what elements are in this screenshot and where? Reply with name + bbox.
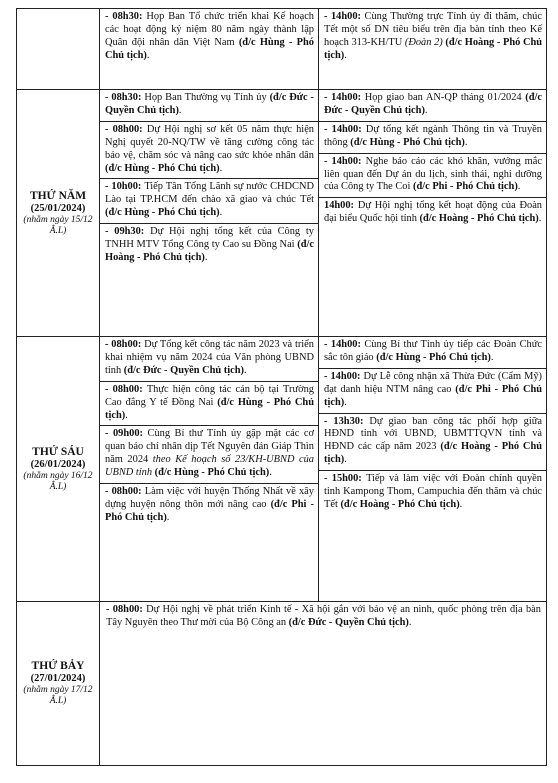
entry-emphasis: - 09h00: (105, 428, 148, 440)
schedule-entry (100, 90, 318, 122)
entry-emphasis: (đ/c Đức - Quyền Chủ tịch) (105, 92, 314, 116)
entry-italic: theo Kế hoạch số 23/KH-UBND của UBND tỉnh (105, 454, 314, 479)
entry-emphasis: (đ/c Hùng - Phó Chủ tịch) (350, 136, 465, 148)
entry-emphasis: (đ/c Hoàng - Phó Chủ tịch) (324, 441, 542, 466)
entry-text: . (538, 213, 542, 225)
schedule-entry (319, 9, 546, 66)
entry-text: . (125, 409, 128, 421)
schedule-entry (319, 154, 546, 199)
day-lunar-date: (nhằm ngày 15/12 Â.L) (23, 214, 93, 236)
entry-text: . (344, 49, 347, 61)
entry-emphasis: (đ/c Hùng - Phó Chủ tịch) (376, 351, 491, 363)
entry-text: Tiếp và làm việc với Đoàn chính quyền tỉnh Kampong Thom, Campuchia đến thăm và chúc Tết (324, 473, 542, 510)
entry-text: Thực hiện công tác cán bộ tại Trường Cao đẳng Y tế Đồng Nai (105, 383, 314, 408)
entry-text: . (424, 104, 428, 116)
entry-emphasis: - 13h30: (324, 415, 370, 427)
entry-text: Dự Hội nghị tổng kết của Công ty TNHH MTV Tổng Công ty Cao su Đồng Nai (105, 226, 315, 251)
entry-text: . (464, 136, 468, 148)
entry-emphasis: (đ/c Hùng - Phó Chủ tịch) (105, 207, 220, 219)
schedule-entry (319, 471, 546, 515)
entry-text: . (269, 467, 272, 479)
entry-text: . (344, 454, 347, 466)
entry-text: . (146, 49, 150, 61)
morning-cell (100, 9, 319, 90)
day-date: (26/01/2024) (30, 458, 86, 470)
morning-cell (100, 90, 319, 337)
entry-emphasis: - 14h00: (324, 11, 365, 22)
schedule-entry (319, 337, 546, 369)
entry-emphasis: - 08h00: (105, 486, 145, 498)
entry-text: Tiếp Tân Tổng Lãnh sự nước CHDCND Lào tại TP.HCM đến chào xã giao và chúc Tết (105, 181, 314, 206)
schedule-entry (100, 224, 318, 268)
entry-text: Họp giao ban AN-QP tháng 01/2024 (364, 92, 526, 103)
schedule-entry (319, 369, 546, 414)
entry-text: . (459, 498, 463, 510)
entry-text: Cùng Bí thư Tỉnh ủy tiếp các Đoàn Chức sắc tôn giáo (324, 339, 542, 363)
entry-emphasis: (đ/c Đức - Quyền Chủ tịch) (123, 364, 245, 376)
entry-emphasis: (đ/c Hùng - Phó Chủ tịch) (105, 396, 314, 421)
schedule-row-thursday (17, 90, 547, 337)
day-date: (25/01/2024) (30, 202, 86, 214)
entry-italic: (Đoàn 2) (404, 36, 443, 48)
entry-emphasis: 14h00: (324, 200, 358, 212)
entry-emphasis: - 09h30: (105, 226, 151, 238)
entry-emphasis: - 08h30: (105, 92, 145, 103)
entry-emphasis: (đ/c Hùng - Phó Chủ tịch) (105, 162, 220, 174)
schedule-entry (100, 426, 318, 484)
schedule-entry (319, 198, 546, 229)
entry-text: Dự giao ban công tác phối hợp giữa HĐND tỉnh với UBND, UBMTTQVN tỉnh và HĐND các cấp năm 2023 (324, 415, 542, 453)
entry-text: . (408, 616, 412, 628)
day-cell (17, 602, 100, 766)
entry-text: Nghe báo cáo các khó khăn, vướng mắc liên quan đến Dự án du lịch, sinh thái, nghỉ dưỡng của Công ty The Coi (324, 155, 542, 193)
afternoon-cell (319, 9, 547, 90)
full-day-cell (100, 602, 547, 766)
entry-emphasis: - 14h00: (324, 155, 366, 167)
day-name: THỨ SÁU (32, 445, 84, 458)
schedule-entry (100, 122, 318, 180)
entry-emphasis: - 08h00: (105, 339, 145, 350)
entry-emphasis: (đ/c Đức - Quyền Chủ tịch) (324, 92, 542, 116)
day-name: THỨ BẢY (31, 660, 85, 672)
day-name: THỨ NĂM (29, 189, 87, 202)
day-lunar-date: (nhằm ngày 17/12 Â.L) (23, 685, 93, 706)
entry-emphasis: (đ/c Hoàng - Phó Chủ tịch) (105, 239, 314, 263)
entry-text: Dự Hội nghị sơ kết 05 năm thực hiện Nghị quyết 20-NQ/TW về tăng cường công tác bảo vệ, chăm sóc và nâng cao sức khỏe nhân dân (105, 123, 315, 161)
entry-text: . (490, 351, 494, 363)
entry-emphasis: (đ/c Hoàng - Phó Chủ tịch) (324, 36, 542, 61)
entry-emphasis: (đ/c Hùng - Phó Chủ tịch) (152, 467, 270, 479)
entry-emphasis: (đ/c Phi - Phó Chủ tịch) (413, 181, 518, 193)
entry-text: . (244, 364, 247, 376)
entry-text: Dự Lễ công nhận xã Thừa Đức (Cẩm Mỹ) đạt danh hiệu NTM nâng cao (324, 370, 542, 395)
schedule-row-friday (17, 337, 547, 602)
schedule-entry (100, 484, 318, 528)
entry-text: Cùng Thường trực Tỉnh ủy đi thăm, chúc Tết một số DN tiêu biểu trên địa bàn tỉnh theo Kế hoạch 313-KH/TU (324, 11, 542, 48)
schedule-entry (100, 382, 318, 427)
entry-text: Họp Ban Thường vụ Tỉnh ủy (144, 92, 270, 103)
entry-text: . (344, 396, 347, 408)
entry-text: Làm việc với huyện Thống Nhất về xây dựng huyện nông thôn mới nâng cao (105, 486, 314, 510)
afternoon-cell (319, 337, 547, 602)
schedule-row-saturday (17, 602, 547, 766)
day-cell (17, 337, 100, 602)
entry-text: Dự Tổng kết công tác năm 2023 và triển khai nhiệm vụ năm 2024 của Văn phòng UBND tỉnh (105, 339, 314, 376)
entry-text: Họp Ban Tổ chức triển khai Kế hoạch các hoạt động kỷ niệm 80 năm ngày thành lập Quân đội nhân dân Việt Nam (105, 11, 314, 48)
morning-cell (100, 337, 319, 602)
entry-emphasis: - 08h00: (105, 383, 147, 395)
entry-emphasis: - 14h00: (324, 92, 365, 103)
entry-emphasis: - 08h30: (105, 11, 147, 22)
entry-text: . (204, 251, 208, 263)
entry-emphasis: - 14h00: (324, 123, 366, 135)
entry-emphasis: - 08h00: (106, 604, 147, 615)
entry-text: Cùng Bí thư Tỉnh ủy gặp mặt các cơ quan báo chí nhân dịp Tết Nguyên đán Giáp Thìn năm 2024 (105, 428, 314, 466)
entry-emphasis: (đ/c Hoàng - Phó Chủ tịch) (419, 213, 539, 225)
day-cell (17, 9, 100, 90)
entry-emphasis: (đ/c Phi - Phó Chủ tịch) (324, 383, 543, 408)
schedule-entry (100, 179, 318, 224)
day-date: (27/01/2024) (30, 673, 86, 684)
entry-text: Dự tổng kết ngành Thông tin và Truyền thông (324, 123, 542, 148)
entry-emphasis: - 14h00: (324, 339, 365, 350)
entry-text: . (219, 207, 223, 219)
entry-emphasis: - 14h00: (324, 370, 364, 382)
entry-text: Dự Hội nghị về phát triển Kinh tế - Xã hội gắn với bảo vệ an ninh, quốc phòng trên địa bàn Tây Nguyên theo Thư mời của Bộ Công an (106, 604, 541, 628)
schedule-entry (100, 337, 318, 382)
afternoon-cell (319, 90, 547, 337)
day-cell (17, 90, 100, 337)
entry-text: . (219, 162, 223, 174)
schedule-entry (319, 90, 546, 122)
entry-text: . (166, 511, 170, 523)
entry-emphasis: (đ/c Hoàng - Phó Chủ tịch) (340, 498, 460, 510)
entry-emphasis: - 08h00: (105, 123, 147, 135)
schedule-table (16, 8, 547, 766)
schedule-entry (319, 414, 546, 472)
entry-text: . (517, 181, 521, 193)
schedule-row-continued (17, 9, 547, 90)
day-lunar-date: (nhằm ngày 16/12 Â.L) (23, 470, 93, 492)
entry-text: Dự Hội nghị tổng kết hoạt động của Đoàn đại biểu Quốc hội tỉnh (324, 200, 542, 225)
entry-text: . (178, 104, 182, 116)
schedule-entry (100, 9, 318, 66)
schedule-entry (100, 602, 546, 633)
entry-emphasis: (đ/c Phi - Phó Chủ tịch) (105, 498, 314, 523)
entry-emphasis: (đ/c Hùng - Phó Chủ tịch) (105, 36, 314, 61)
entry-emphasis: (đ/c Đức - Quyền Chủ tịch) (288, 616, 409, 628)
schedule-entry (319, 122, 546, 154)
entry-emphasis: - 15h00: (324, 473, 367, 485)
entry-emphasis: - 10h00: (105, 181, 145, 193)
